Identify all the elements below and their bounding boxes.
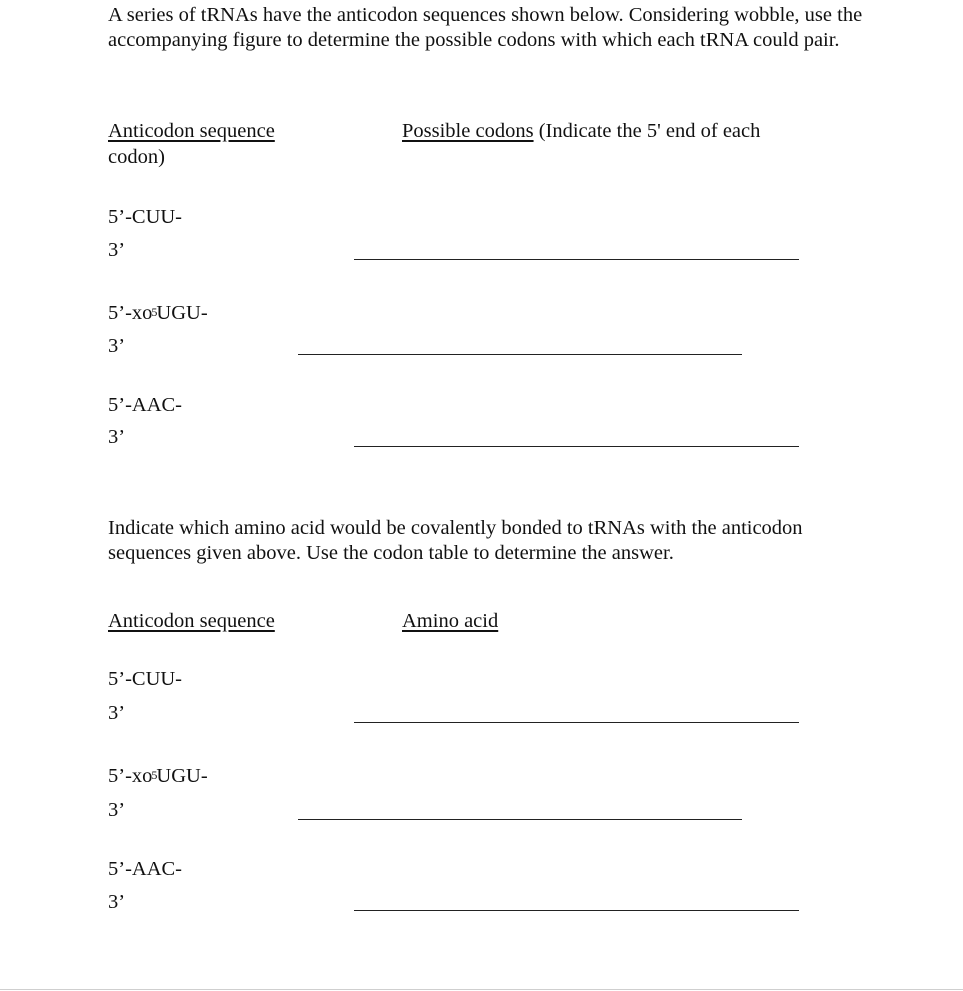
section2-row3-answer-line[interactable] <box>354 910 799 911</box>
section2-row1-prefix: 5’-CUU- <box>108 668 183 690</box>
section1-row3-answer-line[interactable] <box>354 446 799 447</box>
section2-row1-answer-line[interactable] <box>354 722 799 723</box>
section2-row2-suffix: 3’ <box>108 799 126 821</box>
section1-possible-codons-header: Possible codons <box>402 120 534 142</box>
section2-row3-suffix: 3’ <box>108 891 126 913</box>
section1-anticodon-header: Anticodon sequence <box>108 120 275 142</box>
section1-row2-suffix: 3’ <box>108 335 126 357</box>
section2-row2-prefix: $5’-xo^5UGU-$ <box>108 765 208 787</box>
section1-row1-answer-line[interactable] <box>354 259 799 260</box>
intro-paragraph: A series of tRNAs have the anticodon sequences shown below. Considering wobble, use the accompanying figure to determine the possible codons with which each tRNA could pair. <box>108 4 863 51</box>
section1-row1-prefix: 5’-CUU- <box>108 206 183 228</box>
section2-col2-header: Amino acid <box>402 610 499 632</box>
section1-col2-header <box>402 119 760 144</box>
section2-col1-header: Anticodon sequence <box>108 610 275 632</box>
section2-row2-answer-line[interactable] <box>298 819 742 820</box>
question2-paragraph: Indicate which amino acid would be covalently bonded to tRNAs with the anticodon sequences given above. Use the codon table to determine the answer. <box>108 517 803 564</box>
section2-row1-suffix: 3’ <box>108 702 126 724</box>
section1-row2-answer-line[interactable] <box>298 354 742 355</box>
section1-header-wrap: codon) <box>108 146 165 168</box>
section1-row3-prefix: 5’-AAC- <box>108 394 183 416</box>
page-bottom-divider <box>0 989 963 990</box>
section1-codons-instruction: (Indicate the 5' end of each <box>533 120 761 142</box>
section1-row3-suffix: 3’ <box>108 426 126 448</box>
section1-row2-prefix: $5’-xo^5UGU-$ <box>108 302 208 324</box>
section1-col1-header <box>108 119 275 144</box>
section1-row1-suffix: 3’ <box>108 239 126 261</box>
section2-row3-prefix: 5’-AAC- <box>108 858 183 880</box>
